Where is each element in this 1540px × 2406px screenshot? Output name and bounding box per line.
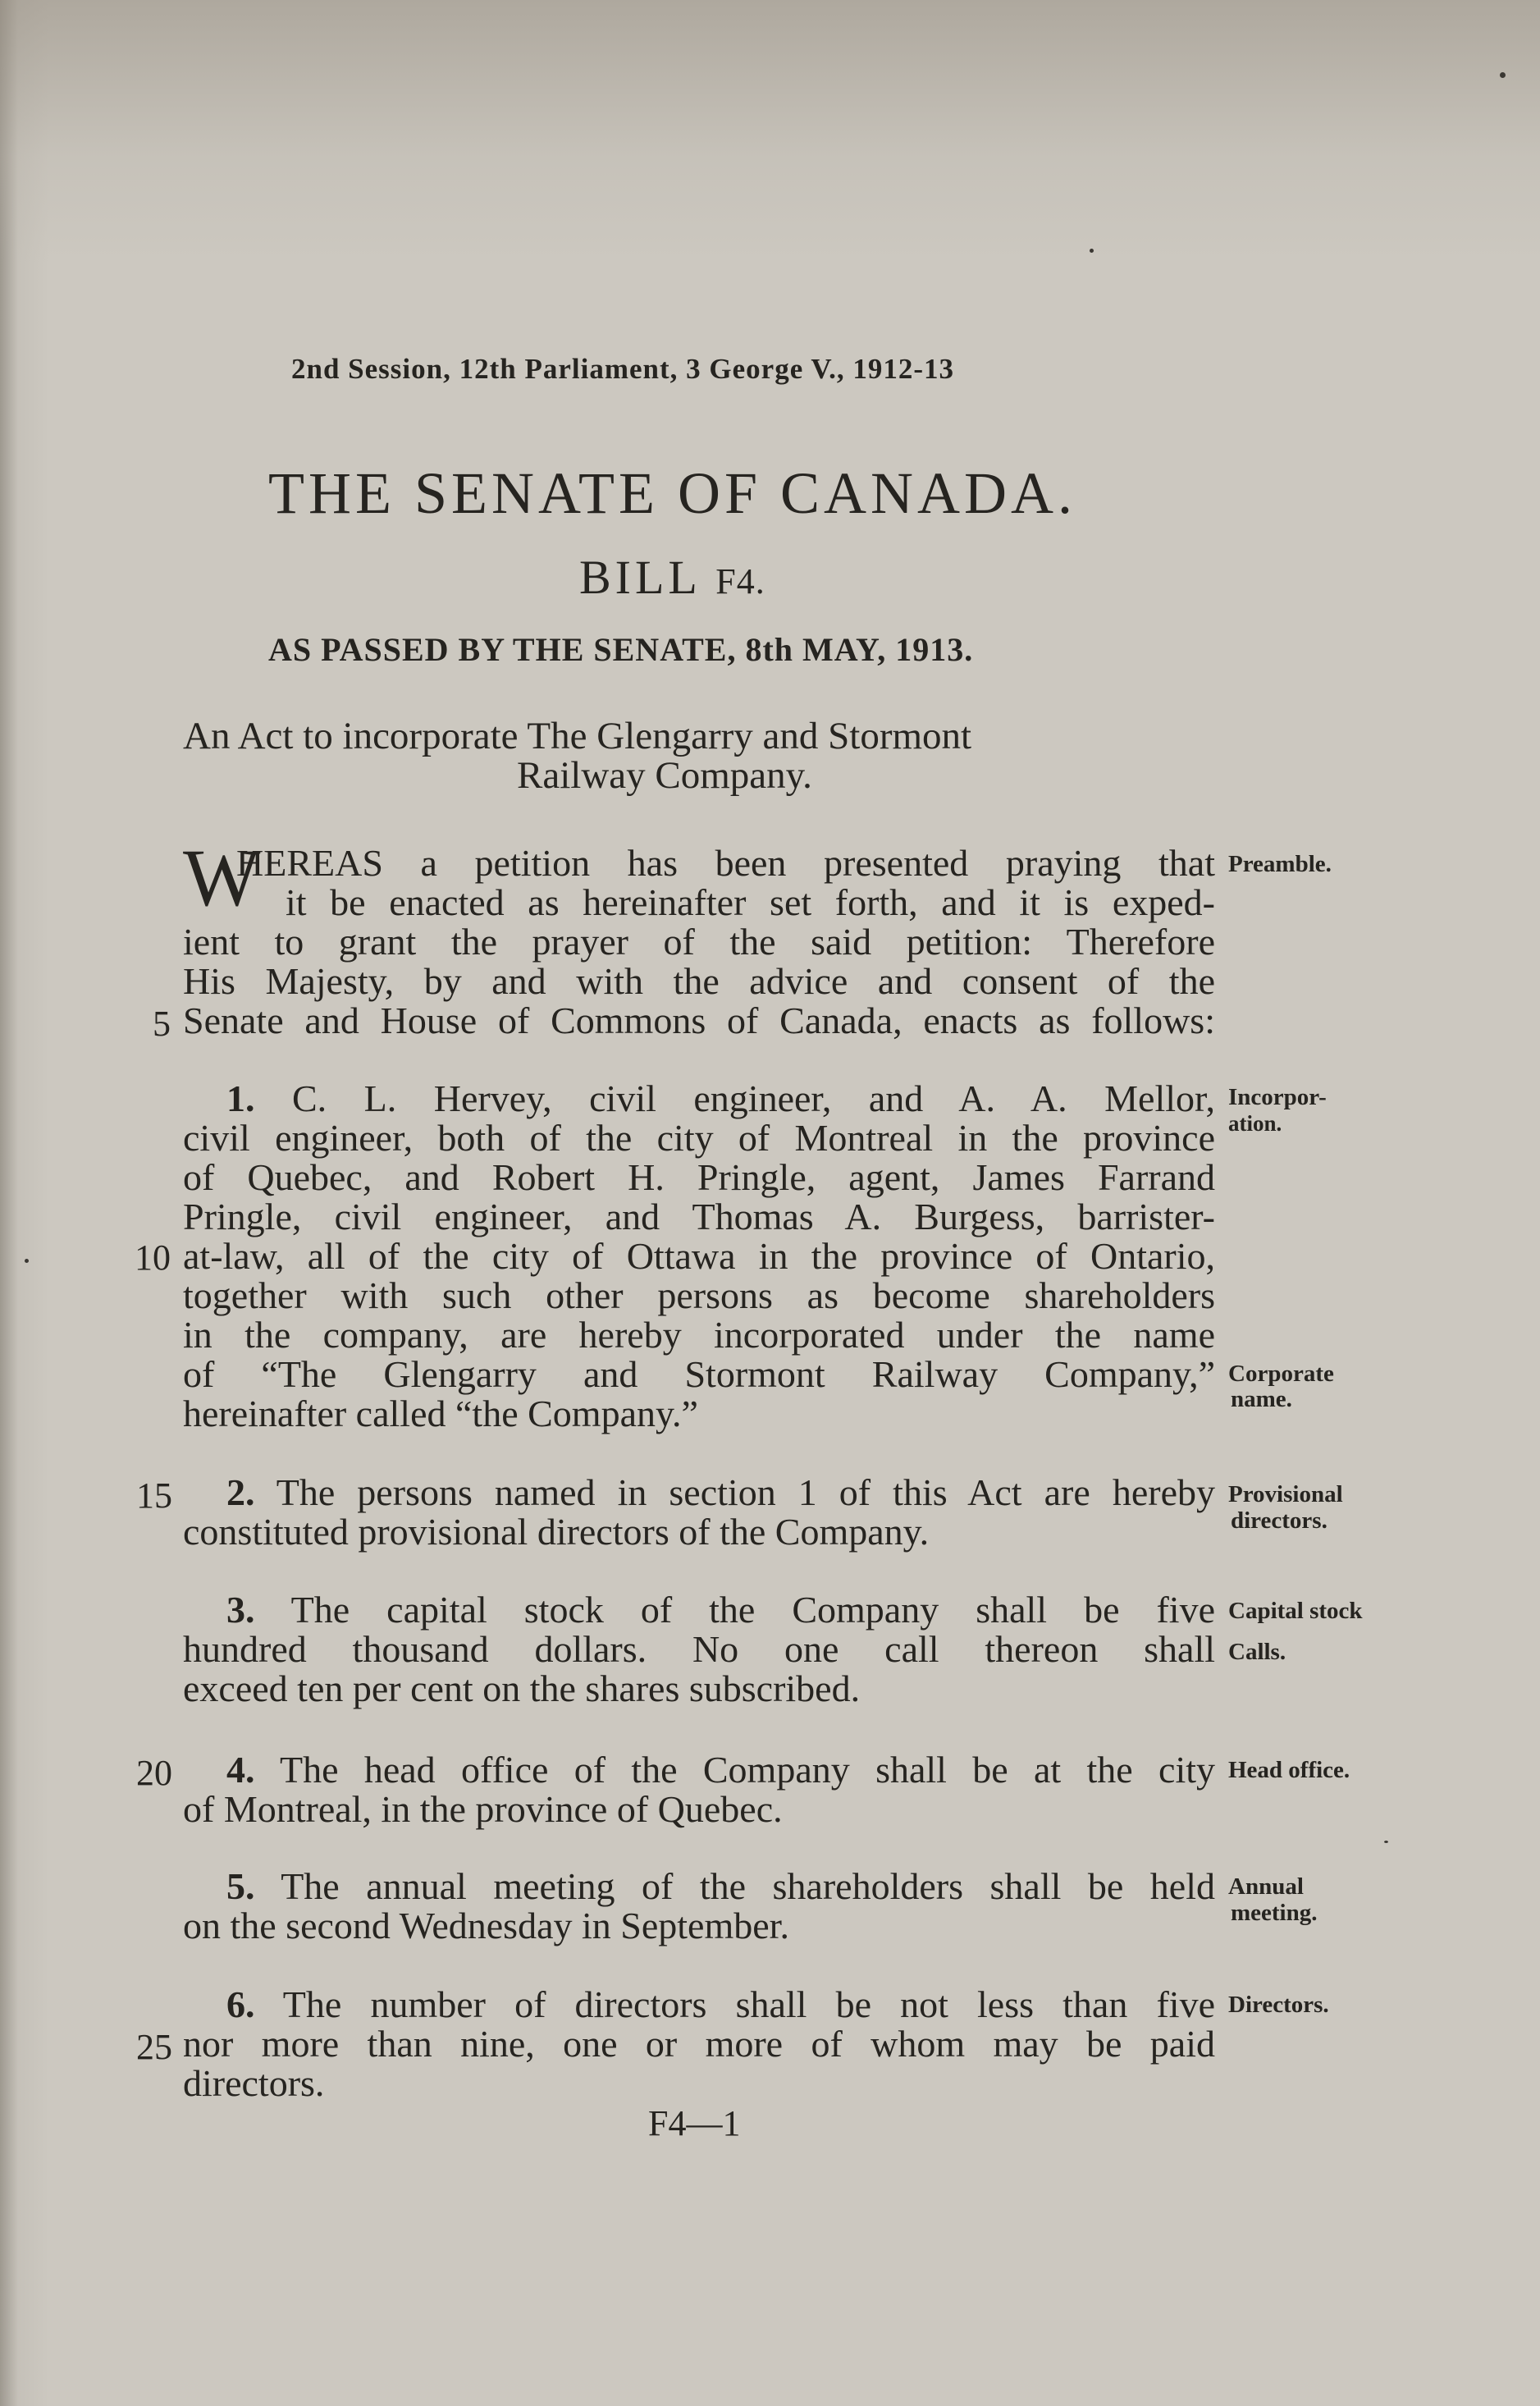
bill-number: F4. [715,561,765,602]
section-1-line: hereinafter called “the Company.” [183,1393,698,1434]
marginal-note-corporate-name-1: Corporate [1228,1361,1334,1387]
section-number: 4. [226,1749,255,1791]
section-number: 1. [226,1077,255,1119]
section-number: 2. [226,1471,255,1513]
marginal-note-preamble: Preamble. [1228,851,1332,877]
line-number: 20 [136,1753,172,1793]
section-3-line: 3. The capital stock of the Company shall be five [226,1589,1216,1631]
preamble-line: ient to grant the prayer of the said petition: Therefore [183,921,1215,963]
marginal-note-annual: Annual [1228,1873,1304,1900]
section-1-line: in the company, are hereby incorporated under the name [183,1314,1215,1356]
session-line: 2nd Session, 12th Parliament, 3 George V., 1912-13 [291,353,955,385]
marginal-note-incorporation-2: ation. [1228,1111,1282,1136]
section-5-line: on the second Wednesday in September. [183,1905,789,1946]
line-number: 10 [135,1237,171,1278]
section-1-line: Pringle, civil engineer, and Thomas A. Burgess, barrister- [183,1196,1215,1237]
section-4-line: of Montreal, in the province of Quebec. [183,1788,783,1830]
act-title-line-2: Railway Company. [517,754,812,797]
preamble-line: His Majesty, by and with the advice and consent of the [183,960,1215,1002]
marginal-note-meeting: meeting. [1231,1900,1318,1926]
section-3-line: exceed ten per cent on the shares subscribed. [183,1667,861,1709]
paper-speck [1384,1841,1388,1843]
line-number: 5 [153,1004,171,1044]
bill-heading [579,550,765,605]
section-1-line: 1. C. L. Hervey, civil engineer, and A. A. Mellor, [226,1077,1215,1119]
marginal-note-calls: Calls. [1228,1639,1286,1665]
section-6-line: nor more than nine, one or more of whom may be paid [183,2023,1215,2065]
section-4-line: 4. The head office of the Company shall be at the city [226,1749,1215,1791]
marginal-note-capital-stock: Capital stock [1228,1598,1363,1624]
section-1-line: civil engineer, both of the city of Montreal in the province [183,1117,1215,1159]
section-1-line: together with such other persons as become shareholders [183,1274,1215,1316]
bill-label: BILL [579,551,700,604]
section-number: 5. [226,1865,255,1907]
section-5-line: 5. The annual meeting of the shareholders shall be held [226,1865,1215,1907]
marginal-note-provisional-2: directors. [1231,1507,1328,1534]
section-6-line: directors. [183,2062,325,2104]
marginal-note-incorporation-1: Incorpor- [1228,1084,1327,1110]
paper-speck [1500,72,1506,78]
page-footer: F4—1 [648,2103,741,2143]
section-6-line: 6. The number of directors shall be not less than five [226,1983,1215,2025]
section-2-line: constituted provisional directors of the Company. [183,1511,930,1553]
act-title-line-1: An Act to incorporate The Glengarry and Stormont [183,715,972,757]
marginal-note-directors: Directors. [1228,1992,1329,2018]
preamble-dropcap: W [183,832,261,923]
preamble-line: Senate and House of Commons of Canada, enacts as follows: [183,999,1215,1041]
marginal-note-provisional-1: Provisional [1228,1481,1343,1507]
paper-speck [25,1259,29,1263]
section-1-line: of “The Glengarry and Stormont Railway Company,” [183,1353,1215,1395]
document-title: THE SENATE OF CANADA. [268,460,1076,526]
marginal-note-head-office: Head office. [1228,1757,1350,1783]
section-1-line: at-law, all of the city of Ottawa in the province of Ontario, [183,1235,1215,1277]
preamble-line: HEREAS a petition has been presented praying that [236,842,1215,884]
line-number: 15 [136,1475,172,1516]
section-3-line: hundred thousand dollars. No one call thereon shall [183,1628,1215,1670]
section-2-line: 2. The persons named in section 1 of this Act are hereby [226,1471,1215,1513]
passed-statement: AS PASSED BY THE SENATE, 8th MAY, 1913. [268,631,974,668]
section-1-line: of Quebec, and Robert H. Pringle, agent, James Farrand [183,1156,1215,1198]
line-number: 25 [136,2027,172,2067]
paper-speck [1090,249,1094,253]
section-number: 3. [226,1589,255,1631]
preamble-line: it be enacted as hereinafter set forth, and it is exped- [286,881,1215,923]
marginal-note-corporate-name-2: name. [1231,1386,1292,1412]
section-number: 6. [226,1983,255,2025]
